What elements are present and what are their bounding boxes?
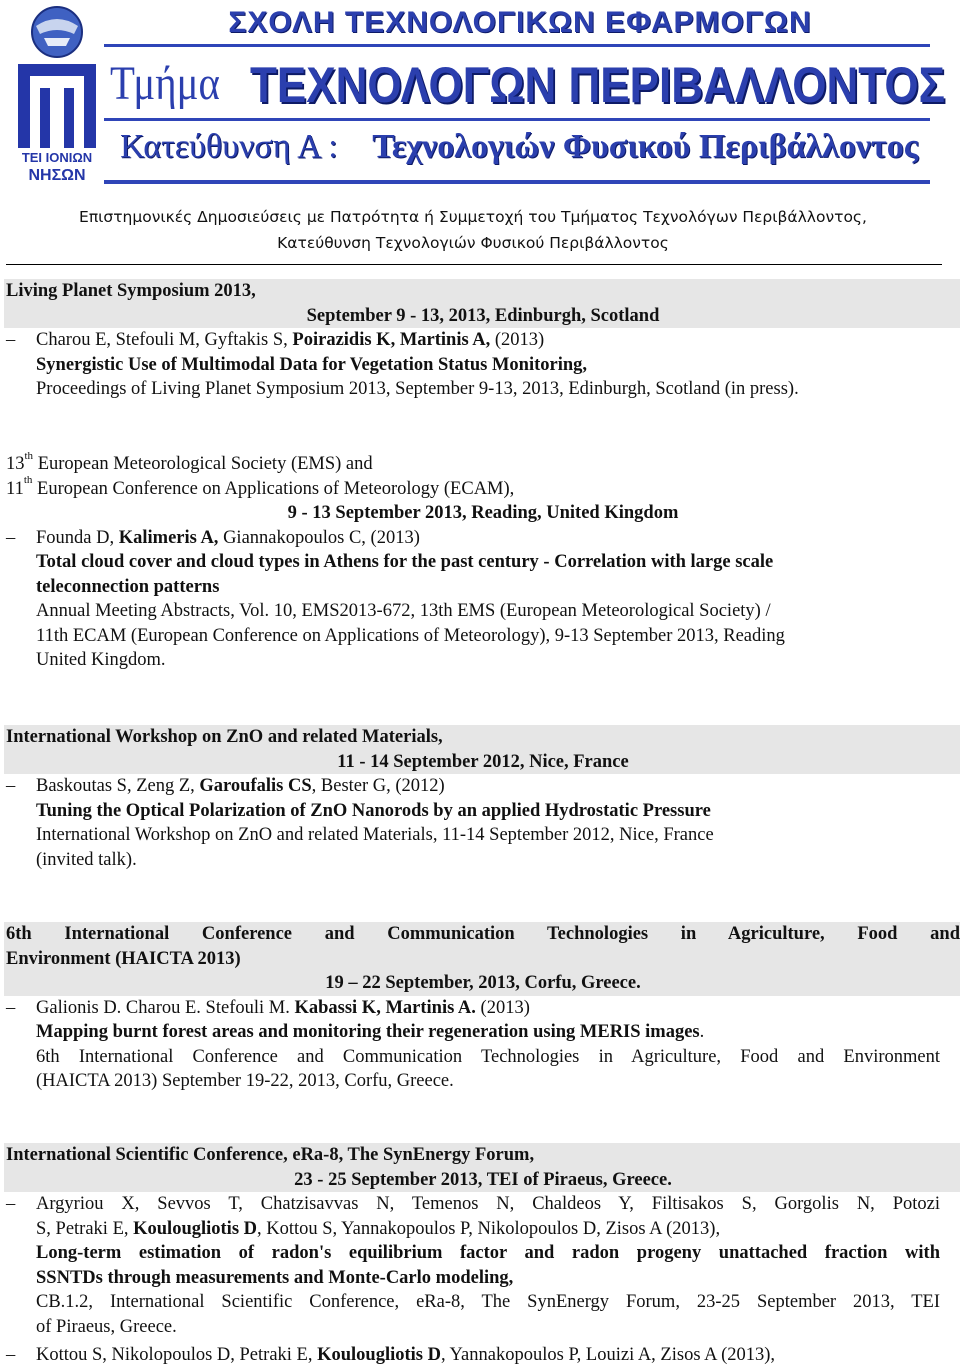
- paper-source: Annual Meeting Abstracts, Vol. 10, EMS2013-672, 13th EMS (European Meteorological Society) /: [36, 601, 771, 621]
- conference-band: [4, 1143, 960, 1192]
- publication-item: [0, 774, 960, 872]
- conference-band: [4, 922, 960, 996]
- paper-title-text: Mapping burnt forest areas and monitoring their regeneration using MERIS images: [36, 1022, 700, 1042]
- publication-entry: [0, 279, 960, 402]
- authors: [36, 328, 940, 353]
- tei-ionian-logo: [14, 4, 100, 184]
- divider: [6, 264, 942, 265]
- conference-band: [4, 279, 960, 328]
- author-text: (2013): [475, 997, 530, 1018]
- paper-source: CB.1.2, International Scientific Conference, eRa-8, The SynEnergy Forum, 23-25 September 2013, TEI: [36, 1292, 940, 1312]
- conference-name: International Scientific Conference, eRa-8, The SynEnergy Forum,: [6, 1145, 535, 1165]
- conference-name: International Workshop on ZnO and related Materials,: [6, 727, 443, 747]
- header-rule: [104, 180, 930, 184]
- header-banner: [0, 0, 960, 190]
- paper-source: Proceedings of Living Planet Symposium 2013, September 9-13, 2013, Edinburgh, Scotland (in press).: [36, 379, 799, 399]
- conference-date: 23 - 25 September 2013, TEI of Piraeus, Greece.: [294, 1169, 672, 1190]
- conference-date: September 9 - 13, 2013, Edinburgh, Scotland: [306, 305, 660, 326]
- direction-label: Κατεύθυνση Α :: [120, 128, 338, 165]
- paper-source: International Workshop on ZnO and related Materials, 11-14 September 2012, Nice, France: [36, 825, 714, 845]
- dash-bullet-icon: –: [6, 997, 16, 1018]
- subtitle-line: Επιστημονικές Δημοσιεύσεις με Πατρότητα ή Συμμετοχή του Τμήματος Τεχνολόγων Περιβάλλοντος,: [79, 208, 867, 226]
- authors: Argyriou X, Sevvos T, Chatzisavvas N, Temenos N, Chaldeos Y, Filtisakos S, Gorgolis N, Potozi: [36, 1194, 940, 1214]
- paper-title: SSNTDs through measurements and Monte-Carlo modeling,: [36, 1267, 514, 1288]
- publication-entry: [0, 449, 960, 673]
- dash-bullet-icon: –: [6, 330, 16, 350]
- author-highlight: Koulougliotis D: [317, 1345, 441, 1365]
- authors: [36, 1217, 940, 1242]
- paper-title: Long-term estimation of radon's equilibrium factor and radon progeny unattached fraction with: [36, 1243, 940, 1263]
- conference-date: 11 - 14 September 2012, Nice, France: [337, 751, 629, 772]
- authors: [36, 774, 940, 799]
- conference-text: European Meteorological Society (EMS) and: [33, 454, 373, 474]
- author-text: Giannakopoulos C, (2013): [218, 527, 420, 548]
- conference-band: [4, 449, 960, 526]
- page-subtitle: [0, 204, 946, 256]
- paper-title: [36, 1020, 940, 1045]
- conference-date: 19 – 22 September, 2013, Corfu, Greece.: [325, 973, 641, 993]
- paper-source: United Kingdom.: [36, 650, 166, 670]
- author-highlight: Garoufalis CS: [199, 776, 312, 796]
- ordinal-suffix: th: [23, 474, 33, 487]
- header-rule: [104, 44, 930, 47]
- paper-title: Tuning the Optical Polarization of ZnO Nanorods by an applied Hydrostatic Pressure: [36, 800, 711, 821]
- conference-name: Living Planet Symposium 2013,: [6, 281, 256, 301]
- author-text: S, Petraki E,: [36, 1218, 134, 1239]
- dash-bullet-icon: –: [6, 776, 16, 796]
- conference-band: [4, 725, 960, 774]
- paper-title-punct: .: [699, 1022, 705, 1042]
- author-text: Kottou S, Nikolopoulos D, Petraki E,: [36, 1345, 318, 1365]
- paper-source: 6th International Conference and Communication Technologies in Agriculture, Food and Environment: [36, 1046, 940, 1067]
- publication-entry: [0, 1343, 960, 1368]
- conference-name: Environment (HAICTA 2013): [6, 948, 241, 969]
- logo-text-2: ΝΗΣΩΝ: [28, 167, 86, 184]
- dash-bullet-icon: –: [6, 1194, 16, 1214]
- conference-text: European Conference on Applications of Meteorology (ECAM),: [32, 478, 515, 499]
- ordinal: 13: [6, 454, 25, 474]
- publication-item: [0, 1192, 960, 1339]
- author-text: Baskoutas S, Zeng Z,: [36, 776, 200, 796]
- dash-bullet-icon: –: [6, 1345, 16, 1365]
- author-text: , Bester G, (2012): [311, 776, 445, 796]
- direction-title: [120, 128, 918, 166]
- publication-item: [0, 328, 960, 402]
- authors: [36, 996, 940, 1021]
- author-highlight: Kalimeris A,: [118, 527, 219, 548]
- paper-source: (invited talk).: [36, 849, 137, 870]
- publication-entry: [0, 1143, 960, 1339]
- subtitle-line: Κατεύθυνση Τεχνολογιών Φυσικού Περιβάλλοντος: [277, 234, 669, 252]
- ordinal-suffix: th: [24, 449, 34, 462]
- paper-source: (HAICTA 2013) September 19-22, 2013, Corfu, Greece.: [36, 1071, 454, 1091]
- dept-name: ΤΕΧΝΟΛΟΓΩΝ ΠΕΡΙΒΑΛΛΟΝΤΟΣ: [250, 57, 945, 113]
- publication-item: [0, 996, 960, 1094]
- ordinal: 11: [6, 478, 24, 499]
- publication-entry: [0, 725, 960, 872]
- publication-item: [0, 526, 960, 673]
- paper-title: Total cloud cover and cloud types in Athens for the past century - Correlation with large scale: [36, 552, 774, 572]
- author-text: (2013): [490, 330, 545, 350]
- conference-date: 9 - 13 September 2013, Reading, United Kingdom: [287, 503, 679, 523]
- author-text: , Yannakopoulos P, Louizi A, Zisos A (2013),: [440, 1345, 776, 1365]
- author-highlight: Koulougliotis D: [133, 1218, 257, 1239]
- logo-text-1: ΤΕΙ ΙΟΝΙΩΝ: [21, 150, 93, 165]
- author-highlight: Poirazidis K, Martinis A,: [292, 330, 491, 350]
- dash-bullet-icon: –: [6, 527, 16, 548]
- paper-source: 11th ECAM (European Conference on Applications of Meteorology), 9-13 September 2013, Reading: [36, 625, 785, 646]
- author-text: Founda D,: [36, 527, 119, 548]
- author-text: Galionis D. Charou E. Stefouli M.: [36, 997, 295, 1018]
- authors: [36, 526, 940, 551]
- conference-name: [6, 449, 960, 477]
- authors: [36, 1343, 940, 1368]
- author-text: , Kottou S, Yannakopoulos P, Nikolopoulos D, Zisos A (2013),: [257, 1218, 721, 1239]
- conference-name: [6, 474, 960, 502]
- school-name: ΣΧΟΛΗ ΤΕΧΝΟΛΟΓΙΚΩΝ ΕΦΑΡΜΟΓΩΝ: [228, 6, 812, 39]
- direction-topic: Τεχνολογιών Φυσικού Περιβάλλοντος: [372, 128, 919, 165]
- header-rule: [104, 118, 930, 121]
- paper-source: of Piraeus, Greece.: [36, 1316, 177, 1337]
- paper-title: teleconnection patterns: [36, 576, 220, 597]
- author-text: Charou E, Stefouli M, Gyftakis S,: [36, 330, 293, 350]
- publication-entry: [0, 922, 960, 1094]
- author-highlight: Kabassi K, Martinis A.: [294, 997, 476, 1018]
- conference-name: 6th International Conference and Communication Technologies in Agriculture, Food and: [6, 924, 960, 944]
- publication-item: [0, 1343, 960, 1368]
- paper-title: Synergistic Use of Multimodal Data for Vegetation Status Monitoring,: [36, 354, 588, 375]
- dept-word: Τμήμα: [110, 57, 220, 110]
